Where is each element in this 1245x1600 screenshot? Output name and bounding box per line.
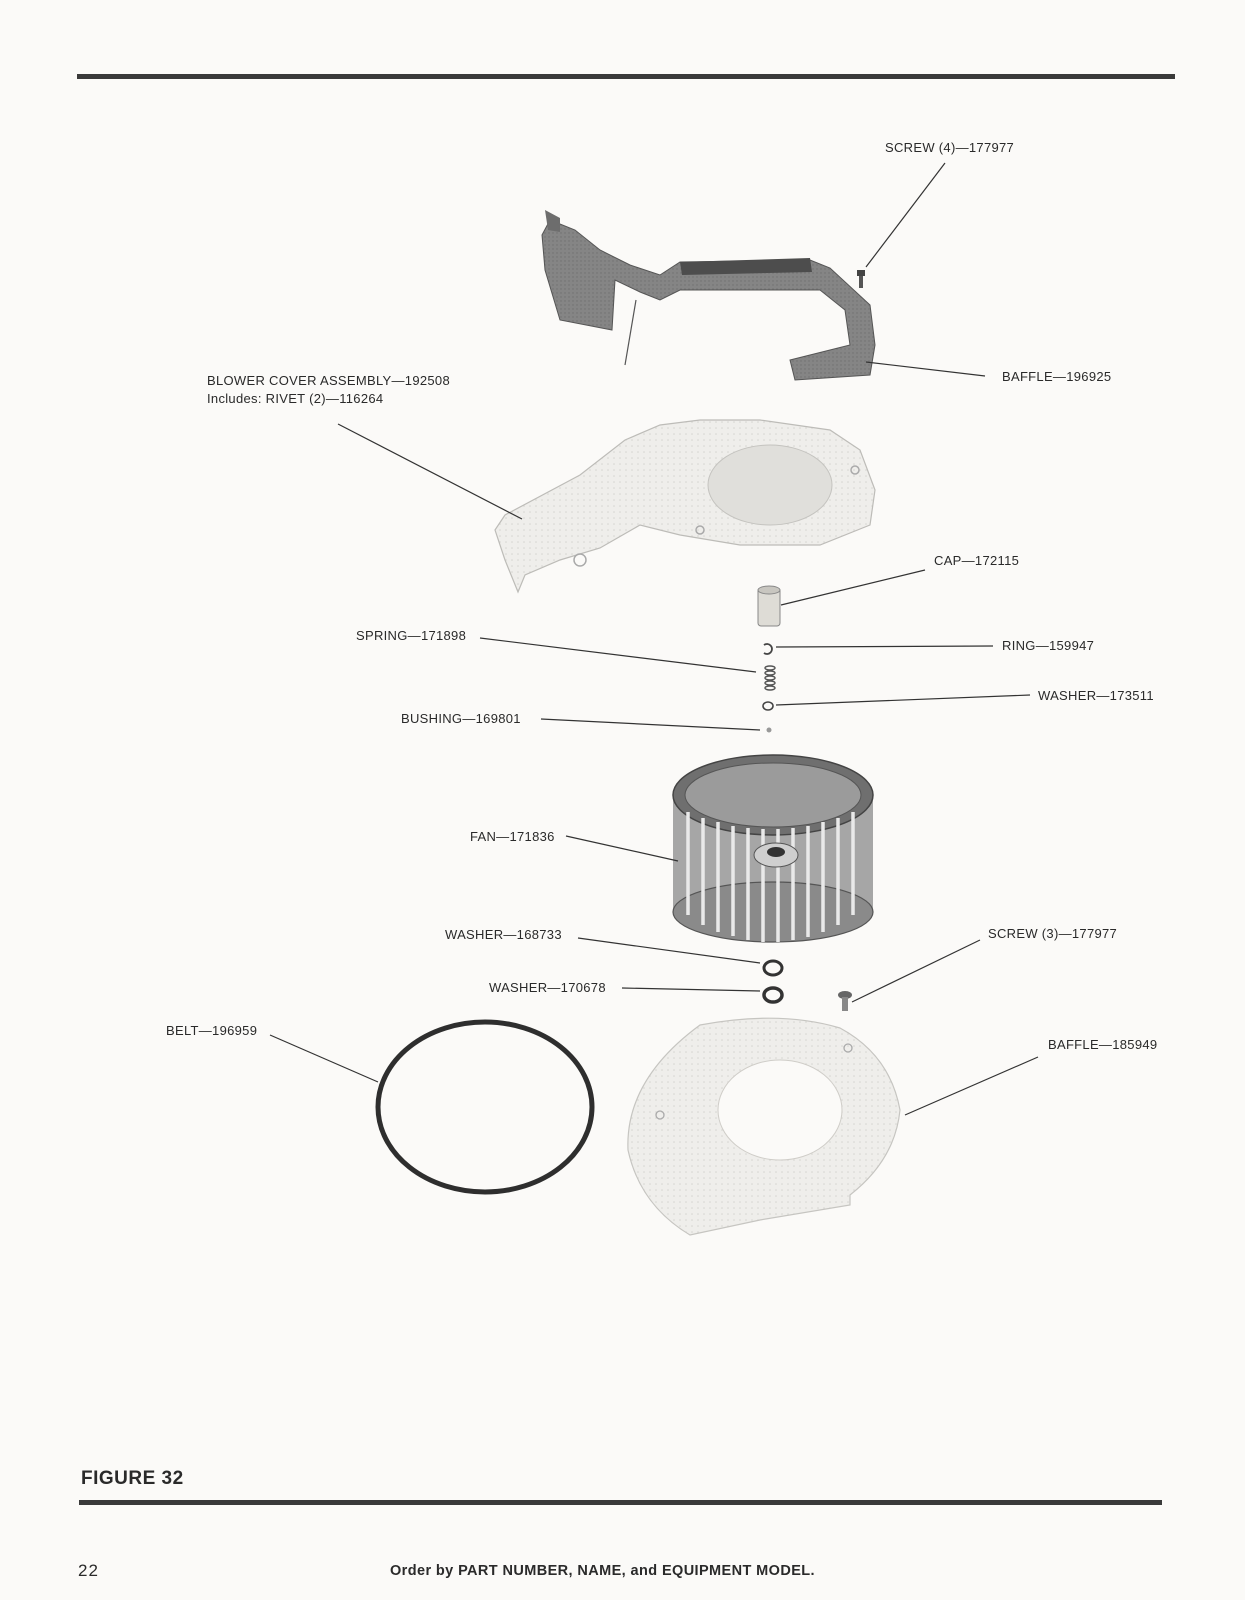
leader-screw-top [866, 163, 945, 267]
page-number: 22 [78, 1561, 99, 1580]
label-fan: FAN—171836 [470, 829, 555, 844]
label-baffle-bottom: BAFFLE—185949 [1048, 1037, 1158, 1052]
order-note: Order by PART NUMBER, NAME, and EQUIPMENT MODEL. [390, 1563, 815, 1579]
leader-baffle-bottom [905, 1057, 1038, 1115]
spring-part [765, 666, 775, 690]
label-washer-168733: WASHER—168733 [445, 927, 562, 942]
leader-bushing [541, 719, 760, 730]
label-cap: CAP—172115 [934, 553, 1020, 568]
label-washer-170678: WASHER—170678 [489, 980, 606, 995]
washer-170678-part [764, 988, 782, 1002]
ring-part [764, 644, 772, 654]
belt-part [378, 1022, 592, 1192]
leader-washer-168733 [578, 938, 760, 963]
label-screw-top: SCREW (4)—177977 [885, 140, 1015, 155]
label-ring: RING—159947 [1002, 638, 1095, 653]
label-screw-bottom: SCREW (3)—177977 [988, 926, 1118, 941]
label-blower-cover-includes: Includes: RIVET (2)—116264 [207, 391, 384, 406]
leader-blower-cover [338, 424, 522, 519]
blower-cover-part [495, 420, 875, 592]
label-blower-cover-name: BLOWER COVER ASSEMBLY—192508 [207, 373, 450, 388]
leader-belt [270, 1035, 378, 1082]
figure-caption: FIGURE 32 [81, 1468, 184, 1489]
fan-part [673, 755, 873, 942]
washer-173511-part [763, 702, 773, 710]
washer-168733-part [764, 961, 782, 975]
label-washer-173511: WASHER—173511 [1038, 688, 1154, 703]
leader-cap [781, 570, 925, 605]
label-bushing: BUSHING—169801 [401, 711, 521, 726]
leader-screw-bottom [852, 940, 980, 1002]
screw-top-part [857, 270, 865, 288]
leader-fan [566, 836, 678, 861]
bottom-rule [79, 1500, 1162, 1505]
leader-ring [776, 646, 993, 647]
leader-washer-173511 [776, 695, 1030, 705]
label-blower-cover [207, 372, 450, 408]
leader-washer-170678 [622, 988, 760, 991]
baffle-185949-part [628, 1018, 900, 1235]
leader-baffle-top [866, 362, 985, 376]
bushing-part [767, 728, 772, 733]
leader-spring [480, 638, 756, 672]
label-spring: SPRING—171898 [356, 628, 467, 643]
label-baffle-top: BAFFLE—196925 [1002, 369, 1112, 384]
baffle-196925-part [542, 210, 875, 380]
screw-bottom-part [838, 991, 852, 1011]
cap-part [758, 586, 780, 626]
label-belt: BELT—196959 [166, 1023, 258, 1038]
